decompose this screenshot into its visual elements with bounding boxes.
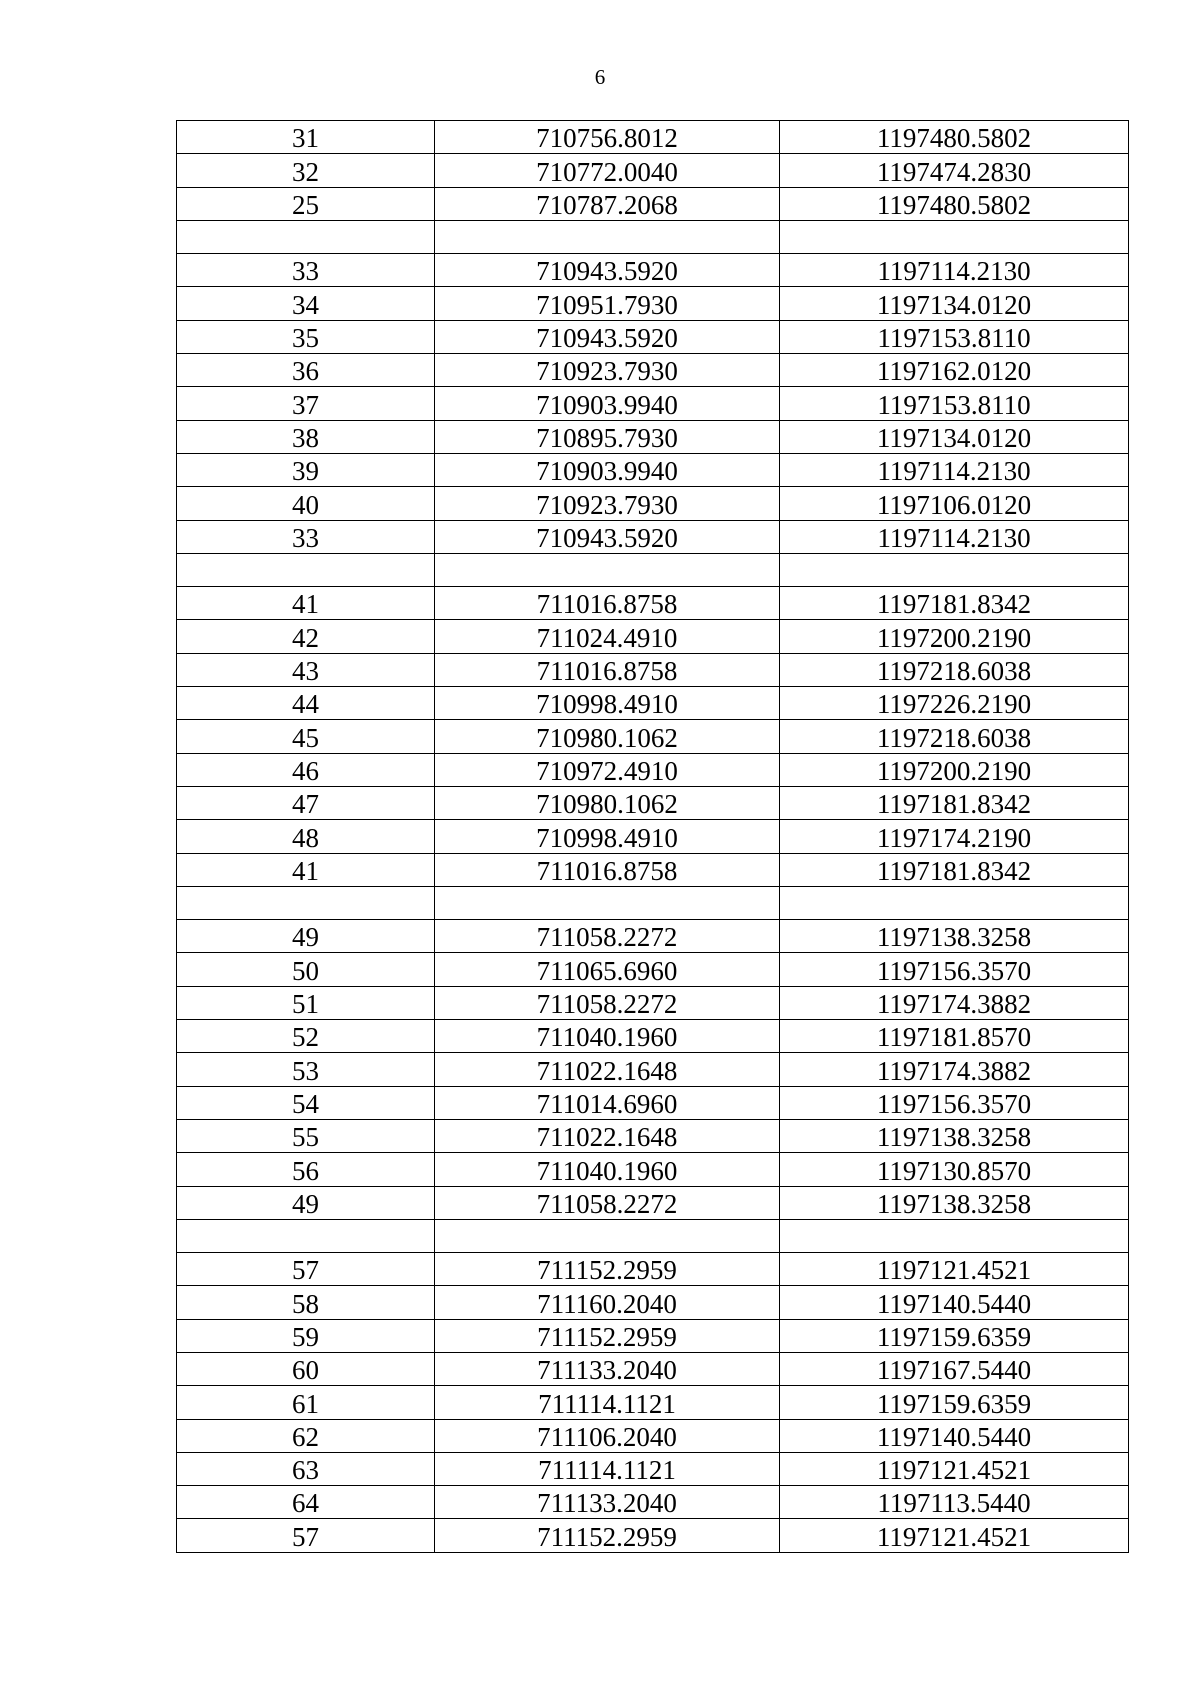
table-row (177, 1119, 1129, 1152)
y-coordinate-cell (780, 220, 1129, 253)
y-coordinate-cell (780, 553, 1129, 586)
table-row (177, 254, 1129, 287)
point-number-cell: 56 (177, 1153, 435, 1186)
x-coordinate-cell: 711133.2040 (435, 1352, 780, 1385)
table-row (177, 1452, 1129, 1485)
table-row (177, 1219, 1129, 1252)
y-coordinate-cell: 1197200.2190 (780, 753, 1129, 786)
table-row (177, 553, 1129, 586)
table-row (177, 1020, 1129, 1053)
point-number-cell: 53 (177, 1053, 435, 1086)
point-number-cell: 36 (177, 354, 435, 387)
y-coordinate-cell: 1197138.3258 (780, 1119, 1129, 1152)
point-number-cell (177, 886, 435, 919)
y-coordinate-cell: 1197140.5440 (780, 1286, 1129, 1319)
point-number-cell: 57 (177, 1253, 435, 1286)
y-coordinate-cell: 1197138.3258 (780, 1186, 1129, 1219)
y-coordinate-cell: 1197156.3570 (780, 953, 1129, 986)
table-row (177, 1519, 1129, 1552)
x-coordinate-cell: 711022.1648 (435, 1053, 780, 1086)
y-coordinate-cell: 1197218.6038 (780, 720, 1129, 753)
table-row (177, 1486, 1129, 1519)
x-coordinate-cell: 710787.2068 (435, 187, 780, 220)
point-number-cell: 46 (177, 753, 435, 786)
point-number-cell: 64 (177, 1486, 435, 1519)
table-row (177, 1386, 1129, 1419)
x-coordinate-cell: 710756.8012 (435, 121, 780, 154)
table-row (177, 786, 1129, 819)
point-number-cell: 38 (177, 420, 435, 453)
point-number-cell: 35 (177, 320, 435, 353)
y-coordinate-cell: 1197159.6359 (780, 1386, 1129, 1419)
x-coordinate-cell: 710998.4910 (435, 687, 780, 720)
point-number-cell: 25 (177, 187, 435, 220)
point-number-cell: 31 (177, 121, 435, 154)
x-coordinate-cell: 711040.1960 (435, 1020, 780, 1053)
point-number-cell: 50 (177, 953, 435, 986)
y-coordinate-cell: 1197113.5440 (780, 1486, 1129, 1519)
table-row (177, 620, 1129, 653)
x-coordinate-cell: 710943.5920 (435, 320, 780, 353)
point-number-cell: 49 (177, 1186, 435, 1219)
y-coordinate-cell (780, 886, 1129, 919)
x-coordinate-cell: 710903.9940 (435, 387, 780, 420)
y-coordinate-cell: 1197480.5802 (780, 121, 1129, 154)
table-row (177, 1053, 1129, 1086)
point-number-cell (177, 220, 435, 253)
y-coordinate-cell: 1197134.0120 (780, 287, 1129, 320)
x-coordinate-cell: 711114.1121 (435, 1452, 780, 1485)
table-row (177, 487, 1129, 520)
point-number-cell: 60 (177, 1352, 435, 1385)
y-coordinate-cell: 1197106.0120 (780, 487, 1129, 520)
coordinates-table (176, 120, 1129, 1553)
point-number-cell: 40 (177, 487, 435, 520)
y-coordinate-cell: 1197114.2130 (780, 254, 1129, 287)
x-coordinate-cell: 710923.7930 (435, 487, 780, 520)
point-number-cell: 62 (177, 1419, 435, 1452)
point-number-cell: 63 (177, 1452, 435, 1485)
table-row (177, 953, 1129, 986)
x-coordinate-cell (435, 553, 780, 586)
y-coordinate-cell: 1197156.3570 (780, 1086, 1129, 1119)
y-coordinate-cell: 1197114.2130 (780, 520, 1129, 553)
table-row (177, 1286, 1129, 1319)
point-number-cell: 58 (177, 1286, 435, 1319)
x-coordinate-cell: 711016.8758 (435, 653, 780, 686)
point-number-cell: 47 (177, 786, 435, 819)
x-coordinate-cell: 711014.6960 (435, 1086, 780, 1119)
point-number-cell: 41 (177, 587, 435, 620)
table-row (177, 1419, 1129, 1452)
table-row (177, 687, 1129, 720)
point-number-cell: 59 (177, 1319, 435, 1352)
table-row (177, 453, 1129, 486)
point-number-cell: 37 (177, 387, 435, 420)
coordinates-table-body (177, 121, 1129, 1553)
x-coordinate-cell: 711114.1121 (435, 1386, 780, 1419)
point-number-cell: 61 (177, 1386, 435, 1419)
x-coordinate-cell: 711106.2040 (435, 1419, 780, 1452)
point-number-cell: 43 (177, 653, 435, 686)
y-coordinate-cell: 1197181.8570 (780, 1020, 1129, 1053)
y-coordinate-cell: 1197174.3882 (780, 986, 1129, 1019)
table-row (177, 154, 1129, 187)
table-row (177, 753, 1129, 786)
x-coordinate-cell: 710943.5920 (435, 254, 780, 287)
x-coordinate-cell: 710998.4910 (435, 820, 780, 853)
y-coordinate-cell (780, 1219, 1129, 1252)
x-coordinate-cell: 711024.4910 (435, 620, 780, 653)
table-row (177, 320, 1129, 353)
x-coordinate-cell: 711065.6960 (435, 953, 780, 986)
table-row (177, 820, 1129, 853)
x-coordinate-cell: 710980.1062 (435, 786, 780, 819)
point-number-cell (177, 553, 435, 586)
y-coordinate-cell: 1197159.6359 (780, 1319, 1129, 1352)
point-number-cell: 51 (177, 986, 435, 1019)
y-coordinate-cell: 1197162.0120 (780, 354, 1129, 387)
x-coordinate-cell (435, 220, 780, 253)
table-row (177, 287, 1129, 320)
table-row (177, 653, 1129, 686)
table-row (177, 520, 1129, 553)
table-row (177, 121, 1129, 154)
x-coordinate-cell: 711022.1648 (435, 1119, 780, 1152)
table-row (177, 986, 1129, 1019)
point-number-cell: 54 (177, 1086, 435, 1119)
table-row (177, 187, 1129, 220)
point-number-cell: 32 (177, 154, 435, 187)
point-number-cell: 41 (177, 853, 435, 886)
point-number-cell: 49 (177, 920, 435, 953)
x-coordinate-cell: 711152.2959 (435, 1519, 780, 1552)
table-row (177, 886, 1129, 919)
x-coordinate-cell: 710951.7930 (435, 287, 780, 320)
x-coordinate-cell: 711152.2959 (435, 1253, 780, 1286)
x-coordinate-cell: 710923.7930 (435, 354, 780, 387)
point-number-cell: 55 (177, 1119, 435, 1152)
table-row (177, 1153, 1129, 1186)
point-number-cell: 45 (177, 720, 435, 753)
x-coordinate-cell: 710903.9940 (435, 453, 780, 486)
y-coordinate-cell: 1197480.5802 (780, 187, 1129, 220)
point-number-cell: 48 (177, 820, 435, 853)
x-coordinate-cell: 711058.2272 (435, 986, 780, 1019)
y-coordinate-cell: 1197167.5440 (780, 1352, 1129, 1385)
y-coordinate-cell: 1197181.8342 (780, 853, 1129, 886)
table-row (177, 420, 1129, 453)
table-row (177, 853, 1129, 886)
x-coordinate-cell: 710772.0040 (435, 154, 780, 187)
table-row (177, 587, 1129, 620)
y-coordinate-cell: 1197153.8110 (780, 387, 1129, 420)
table-row (177, 1352, 1129, 1385)
point-number-cell (177, 1219, 435, 1252)
y-coordinate-cell: 1197140.5440 (780, 1419, 1129, 1452)
point-number-cell: 33 (177, 254, 435, 287)
y-coordinate-cell: 1197226.2190 (780, 687, 1129, 720)
table-row (177, 720, 1129, 753)
x-coordinate-cell: 711133.2040 (435, 1486, 780, 1519)
y-coordinate-cell: 1197121.4521 (780, 1519, 1129, 1552)
y-coordinate-cell: 1197200.2190 (780, 620, 1129, 653)
page-number: 6 (594, 65, 606, 89)
y-coordinate-cell: 1197181.8342 (780, 786, 1129, 819)
x-coordinate-cell: 711058.2272 (435, 1186, 780, 1219)
x-coordinate-cell: 711160.2040 (435, 1286, 780, 1319)
y-coordinate-cell: 1197130.8570 (780, 1153, 1129, 1186)
x-coordinate-cell (435, 1219, 780, 1252)
y-coordinate-cell: 1197121.4521 (780, 1452, 1129, 1485)
x-coordinate-cell: 710980.1062 (435, 720, 780, 753)
y-coordinate-cell: 1197153.8110 (780, 320, 1129, 353)
y-coordinate-cell: 1197181.8342 (780, 587, 1129, 620)
x-coordinate-cell: 710943.5920 (435, 520, 780, 553)
y-coordinate-cell: 1197218.6038 (780, 653, 1129, 686)
y-coordinate-cell: 1197174.3882 (780, 1053, 1129, 1086)
y-coordinate-cell: 1197121.4521 (780, 1253, 1129, 1286)
point-number-cell: 39 (177, 453, 435, 486)
x-coordinate-cell: 710895.7930 (435, 420, 780, 453)
point-number-cell: 34 (177, 287, 435, 320)
point-number-cell: 52 (177, 1020, 435, 1053)
y-coordinate-cell: 1197174.2190 (780, 820, 1129, 853)
table-row (177, 1186, 1129, 1219)
table-row (177, 1319, 1129, 1352)
y-coordinate-cell: 1197134.0120 (780, 420, 1129, 453)
y-coordinate-cell: 1197138.3258 (780, 920, 1129, 953)
point-number-cell: 42 (177, 620, 435, 653)
point-number-cell: 57 (177, 1519, 435, 1552)
x-coordinate-cell: 711016.8758 (435, 587, 780, 620)
x-coordinate-cell: 711016.8758 (435, 853, 780, 886)
y-coordinate-cell: 1197114.2130 (780, 453, 1129, 486)
table-row (177, 387, 1129, 420)
x-coordinate-cell: 711152.2959 (435, 1319, 780, 1352)
y-coordinate-cell: 1197474.2830 (780, 154, 1129, 187)
x-coordinate-cell (435, 886, 780, 919)
table-row (177, 220, 1129, 253)
x-coordinate-cell: 711058.2272 (435, 920, 780, 953)
table-row (177, 1086, 1129, 1119)
x-coordinate-cell: 711040.1960 (435, 1153, 780, 1186)
table-row (177, 920, 1129, 953)
table-row (177, 354, 1129, 387)
point-number-cell: 44 (177, 687, 435, 720)
table-row (177, 1253, 1129, 1286)
x-coordinate-cell: 710972.4910 (435, 753, 780, 786)
point-number-cell: 33 (177, 520, 435, 553)
